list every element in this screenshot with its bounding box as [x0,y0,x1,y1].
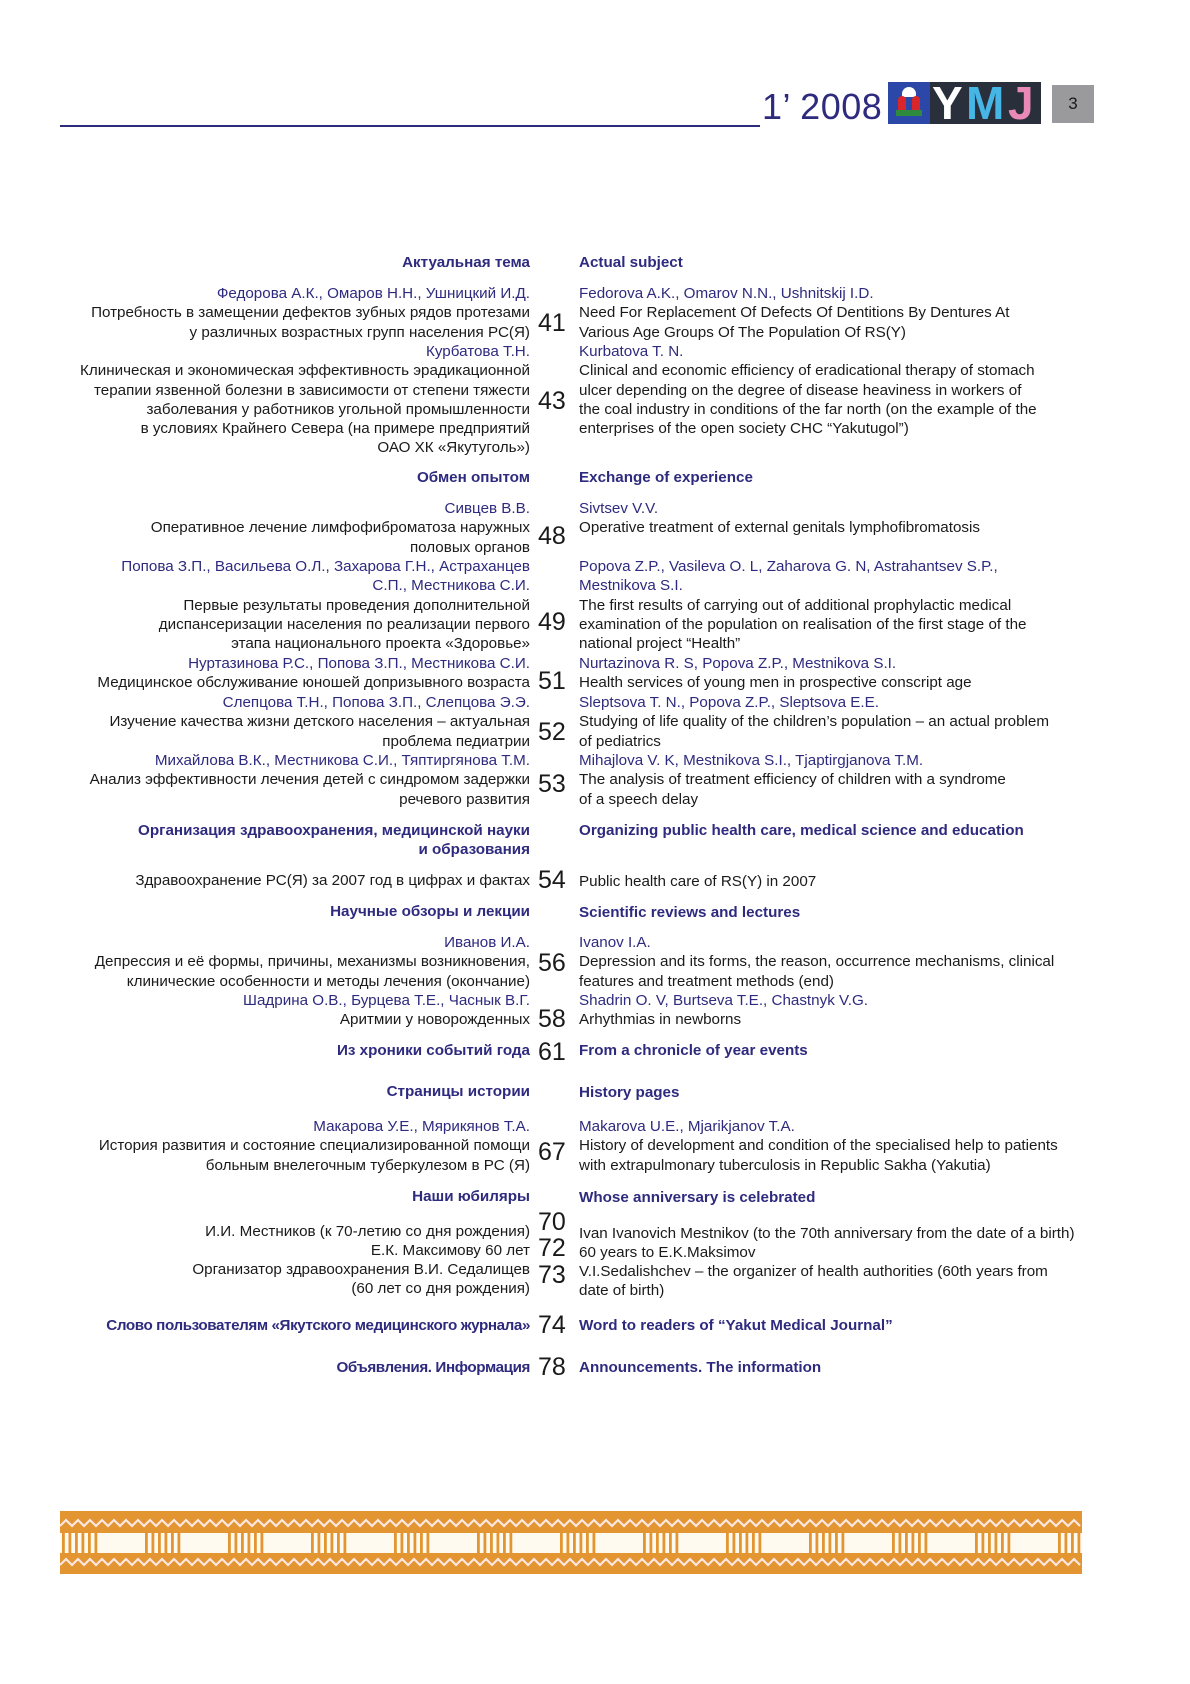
title-en-line: with extrapulmonary tuberculosis in Republic Sakha (Yakutia) [579,1156,991,1174]
ornament-bar [822,1533,825,1553]
ornament-bar [228,1533,231,1553]
section-title-ru-line: Организация здравоохранения, медицинской науки [138,822,530,839]
logo-letter-y: Y [932,82,963,124]
entry-ru [40,751,530,809]
title-ru-line: терапии язвенной болезни в зависимости от степени тяжести [94,381,530,399]
ornament-bar [918,1533,921,1553]
entry-en [579,284,1099,342]
authors-en: Mihajlova V. K, Mestnikova S.I., Tjaptirgjanova T.M. [579,752,924,769]
ornament-bar [899,1533,902,1553]
ornament-bar [975,1533,978,1553]
page-ref[interactable]: 72 [538,1234,566,1262]
page-number-badge: 3 [1052,85,1094,123]
title-ru-line: Анализ эффективности лечения детей с синдромом задержки [89,771,530,789]
ornament-bar [152,1533,155,1553]
title-en-line: V.I.Sedalishchev – the organizer of health authorities (60th years from [579,1263,1048,1280]
section-title-en: Word to readers of “Yakut Medical Journal” [579,1317,893,1334]
emblem-icon [888,82,930,124]
ornament-bar [235,1533,238,1553]
section-title-ru: Актуальная тема [402,254,530,271]
ornament-bar [394,1533,397,1553]
ornament-bar [752,1533,755,1553]
title-en-line: The first results of carrying out of additional prophylactic medical [579,596,1012,614]
ornament-bar [669,1533,672,1553]
header-rule [60,125,760,127]
ornament-bar [248,1533,251,1553]
entry-en [579,933,1099,991]
title-en-line: ulcer depending on the degree of disease heaviness in workers of [579,381,1022,399]
ornament-bar [925,1533,928,1553]
ornament-bar [759,1533,762,1553]
entry-ru [40,654,530,693]
title-en-line: Various Age Groups Of The Population Of RS(Y) [579,323,906,341]
page-ref[interactable]: 67 [538,1138,566,1166]
ornament-bar [560,1533,563,1553]
section-title-ru-line: и образования [418,841,530,859]
entry-en [579,1262,1099,1301]
title-en-line: The analysis of treatment efficiency of children with a syndrome [579,771,1006,789]
title-ru-line: Изучение качества жизни детского населения – актуальная [109,713,530,731]
title-en-line: examination of the population on realisation of the first stage of the [579,615,1027,633]
authors-ru: Слепцова Т.Н., Попова З.П., Слепцова Э.Э. [222,694,530,711]
page-ref[interactable]: 78 [538,1353,566,1381]
title-ru: Аритмии у новорожденных [339,1011,530,1029]
section-title-ru [40,821,530,860]
ornament-bar [739,1533,742,1553]
ornament-bar [261,1533,264,1553]
page-ref[interactable]: 73 [538,1261,566,1289]
ornament-bar [905,1533,908,1553]
title-en-line: of a speech delay [579,790,699,808]
title-en-line: Studying of life quality of the children’s population – an actual problem [579,713,1049,731]
authors-en: Sleptsova T. N., Popova Z.P., Sleptsova E.E. [579,694,879,711]
authors-ru: Михайлова В.К., Местникова С.И., Тяптиргянова Т.М. [154,752,530,769]
ornament-bar [69,1533,72,1553]
ornament-bar [82,1533,85,1553]
journal-logo [888,82,1041,124]
ornament-bar [726,1533,729,1553]
title-en: 60 years to E.K.Maksimov [579,1244,756,1261]
section-title-en: Announcements. The information [579,1359,822,1376]
title-en-line: Operative treatment of external genitals lymphofibromatosis [579,519,980,537]
section-title-ru: Наши юбиляры [412,1188,530,1205]
title-en-line: national project “Health” [579,635,741,653]
entry-en [579,693,1099,751]
title-ru-line: заболевания у работников угольной промышленности [146,400,530,418]
authors-en: Kurbatova T. N. [579,343,684,360]
ornament-bar [746,1533,749,1553]
entry-ru [40,284,530,342]
page-ref[interactable]: 61 [538,1038,566,1066]
entry-ru [40,693,530,751]
ornament-bar [427,1533,430,1553]
ornament-bar [503,1533,506,1553]
ornament-bar [676,1533,679,1553]
section-title-en: Whose anniversary is celebrated [579,1189,816,1206]
title-ru-line: Потребность в замещении дефектов зубных рядов протезами [91,304,530,322]
ornament-bar [165,1533,168,1553]
authors-ru: Курбатова Т.Н. [426,343,530,360]
page-ref[interactable]: 43 [538,387,566,415]
authors-en-line: Mestnikova S.I. [579,577,683,595]
title-ru-line: Клиническая и экономическая эффективность эрадикационной [80,362,530,380]
ornament-bar [497,1533,500,1553]
entry-ru [40,557,530,653]
page-ref[interactable]: 52 [538,718,566,746]
authors-en: Shadrin O. V, Burtseva T.E., Chastnyk V.G. [579,992,868,1009]
title-ru-line: Медицинское обслуживание юношей допризывного возраста [97,674,530,692]
ornament-bar [171,1533,174,1553]
title-en-line: Need For Replacement Of Defects Of Dentitions By Dentures At [579,304,1010,322]
ornament-bar [663,1533,666,1553]
entry-ru [40,1117,530,1175]
section-title-en: Actual subject [579,254,683,271]
ornament-bar [241,1533,244,1553]
section-title-ru: Объявления. Информация [336,1359,530,1376]
ornament-bar [75,1533,78,1553]
title-en-line: features and treatment methods (end) [579,972,834,990]
section-title-en: From a chronicle of year events [579,1042,808,1059]
section-title-ru: Из хроники событий года [336,1042,530,1059]
authors-en: Nurtazinova R. S, Popova Z.P., Mestnikova S.I. [579,655,897,672]
ornament-bar [344,1533,347,1553]
authors-ru: Макарова У.Е., Мярикянов Т.А. [313,1118,530,1135]
ornament-bar [1058,1533,1061,1553]
page-ref[interactable]: 41 [538,309,566,337]
ornament-bar [733,1533,736,1553]
ornament-bar [842,1533,845,1553]
ornament-bar [1071,1533,1074,1553]
ornament-bar [414,1533,417,1553]
entry-en [579,499,1099,538]
title-ru-line: Оперативное лечение лимфофиброматоза наружных [150,519,530,537]
ornament-bar [988,1533,991,1553]
title-en-line: Clinical and economic efficiency of eradicational therapy of stomach [579,362,1035,380]
entry-ru [40,991,530,1030]
title-en: Arhythmias in newborns [579,1011,742,1029]
title-ru-line: у различных возрастных групп населения РС(Я) [189,323,530,341]
ornament-bar [835,1533,838,1553]
ornament-bar [484,1533,487,1553]
ornament-bar [1001,1533,1004,1553]
ornament-bar [318,1533,321,1553]
title-ru-line: (60 лет со дня рождения) [351,1280,530,1298]
page-ref[interactable]: 51 [538,667,566,695]
authors-ru-line: Попова З.П., Васильева О.Л., Захарова Г.Н., Астраханцев [121,558,530,575]
authors-ru: Федорова А.К., Омаров Н.Н., Ушницкий И.Д. [216,285,530,302]
ornament-center-strip [60,1533,1082,1553]
ornament-bar [573,1533,576,1553]
title-ru-line: этапа национального проекта «Здоровье» [231,635,530,653]
authors-ru: Нуртазинова Р.С., Попова З.П., Местникова С.И. [188,655,530,672]
title-ru-line: диспансеризации населения по реализации первого [158,615,530,633]
authors-en: Ivanov I.A. [579,934,651,951]
authors-ru: Иванов И.А. [444,934,530,951]
ornament-bar [62,1533,65,1553]
ornament-bar [88,1533,91,1553]
title-ru-line: Первые результаты проведения дополнительной [183,596,530,614]
ornament-bar [158,1533,161,1553]
ornament-bar [145,1533,148,1553]
authors-ru: Шадрина О.В., Бурцева Т.Е., Часнык В.Г. [243,992,530,1009]
ornament-bar [892,1533,895,1553]
title-en: Ivan Ivanovich Mestnikov (to the 70th anniversary from the date of a birth) [579,1225,1075,1242]
title-ru-line: половых органов [409,538,530,556]
entry-en [579,654,1099,693]
title-en-line: Health services of young men in prospective conscript age [579,674,972,692]
ornament-bar [1065,1533,1068,1553]
entry-ru [40,499,530,557]
ornament-bar [401,1533,404,1553]
page-ref[interactable]: 49 [538,608,566,636]
ornament-bar [254,1533,257,1553]
ornament-bar [912,1533,915,1553]
section-title-en: History pages [579,1084,680,1101]
entry-ru [40,933,530,991]
ornament-bar [586,1533,589,1553]
ornament-bar [1008,1533,1011,1553]
ornament-bar [829,1533,832,1553]
authors-en: Fedorova A.K., Omarov N.N., Ushnitskij I.D. [579,285,874,302]
authors-en-line: Popova Z.P., Vasileva O. L, Zaharova G. N, Astrahantsev S.P., [579,558,998,575]
title-en-line: the coal industry in conditions of the far north (on the example of the [579,400,1037,418]
section-title-ru: Страницы истории [386,1083,530,1100]
entry-en [579,557,1099,653]
entry-en [579,342,1099,438]
entry-ru [40,1260,530,1299]
ornament-bar [337,1533,340,1553]
page-ref[interactable]: 54 [538,866,566,894]
title-en-line: of pediatrics [579,732,661,750]
title-en-line: enterprises of the open society CHC “Yakutugol”) [579,420,909,438]
title-ru: Е.К. Максимову 60 лет [370,1242,530,1259]
ornament-border [60,1511,1082,1574]
ornament-bar [324,1533,327,1553]
ornament-bar [490,1533,493,1553]
title-ru-line: Организатор здравоохранения В.И. Седалищев [192,1261,530,1278]
ornament-bar [477,1533,480,1553]
ornament-bar [178,1533,181,1553]
ornament-bar [656,1533,659,1553]
title-en: Public health care of RS(Y) in 2007 [579,873,817,890]
section-title-en: Scientific reviews and lectures [579,904,801,921]
page-ref[interactable]: 70 [538,1208,566,1236]
title-ru-line: Депрессия и её формы, причины, механизмы возникновения, [94,953,530,971]
section-title-ru: Слово пользователям «Якутского медицинского журнала» [106,1317,530,1334]
entry-en [579,751,1099,809]
section-title-en: Organizing public health care, medical science and education [579,822,1024,839]
entry-en [579,991,1099,1030]
title-ru: И.И. Местников (к 70-летию со дня рождения) [205,1223,530,1240]
section-title-en: Exchange of experience [579,469,753,486]
ornament-bar [567,1533,570,1553]
ornament-bar [311,1533,314,1553]
title-ru-line: клинические особенности и методы лечения (окончание) [126,972,530,990]
authors-en: Makarova U.E., Mjarikjanov T.A. [579,1118,795,1135]
ornament-bar [995,1533,998,1553]
title-ru-line: История развития и состояние специализированной помощи [98,1137,530,1155]
title-ru: Здравоохранение РС(Я) за 2007 год в цифрах и фактах [135,872,530,889]
section-title-ru: Обмен опытом [416,469,530,486]
ornament-bar [510,1533,513,1553]
authors-en: Sivtsev V.V. [579,500,659,517]
title-ru-line: проблема педиатрии [382,732,530,750]
ornament-bar [809,1533,812,1553]
title-en-line: date of birth) [579,1282,665,1300]
ornament-bar [650,1533,653,1553]
title-ru-line: в условиях Крайнего Севера (на примере предприятий [140,420,530,438]
page-ref[interactable]: 74 [538,1311,566,1339]
authors-ru: Сивцев В.В. [444,500,530,517]
authors-ru-line: С.П., Местникова С.И. [372,577,530,595]
title-en-line: History of development and condition of the specialised help to patients [579,1137,1058,1155]
page-ref[interactable]: 48 [538,522,566,550]
ornament-bar [1078,1533,1081,1553]
ornament-bar [420,1533,423,1553]
ornament-bar [982,1533,985,1553]
section-title-ru: Научные обзоры и лекции [330,903,530,920]
ornament-bar [407,1533,410,1553]
page-ref[interactable]: 53 [538,770,566,798]
ornament-bar [95,1533,98,1553]
issue-number: 1’ 2008 [762,86,883,127]
title-en-line: Depression and its forms, the reason, occurrence mechanisms, clinical [579,953,1055,971]
logo-letter-j: J [1008,82,1034,124]
ornament-bar [643,1533,646,1553]
ornament-bar [331,1533,334,1553]
ornament-bar [816,1533,819,1553]
title-ru-line: ОАО ХК «Якутуголь») [377,439,530,457]
title-ru-line: больным внелегочным туберкулезом в РС (Я) [205,1156,530,1174]
page-ref[interactable]: 56 [538,949,566,977]
ornament-bar [593,1533,596,1553]
title-ru-line: речевого развития [399,790,530,808]
entry-en [579,1117,1099,1175]
entry-ru [40,342,530,458]
page-ref[interactable]: 58 [538,1005,566,1033]
logo-letter-m: M [966,82,1005,124]
ornament-bar [580,1533,583,1553]
